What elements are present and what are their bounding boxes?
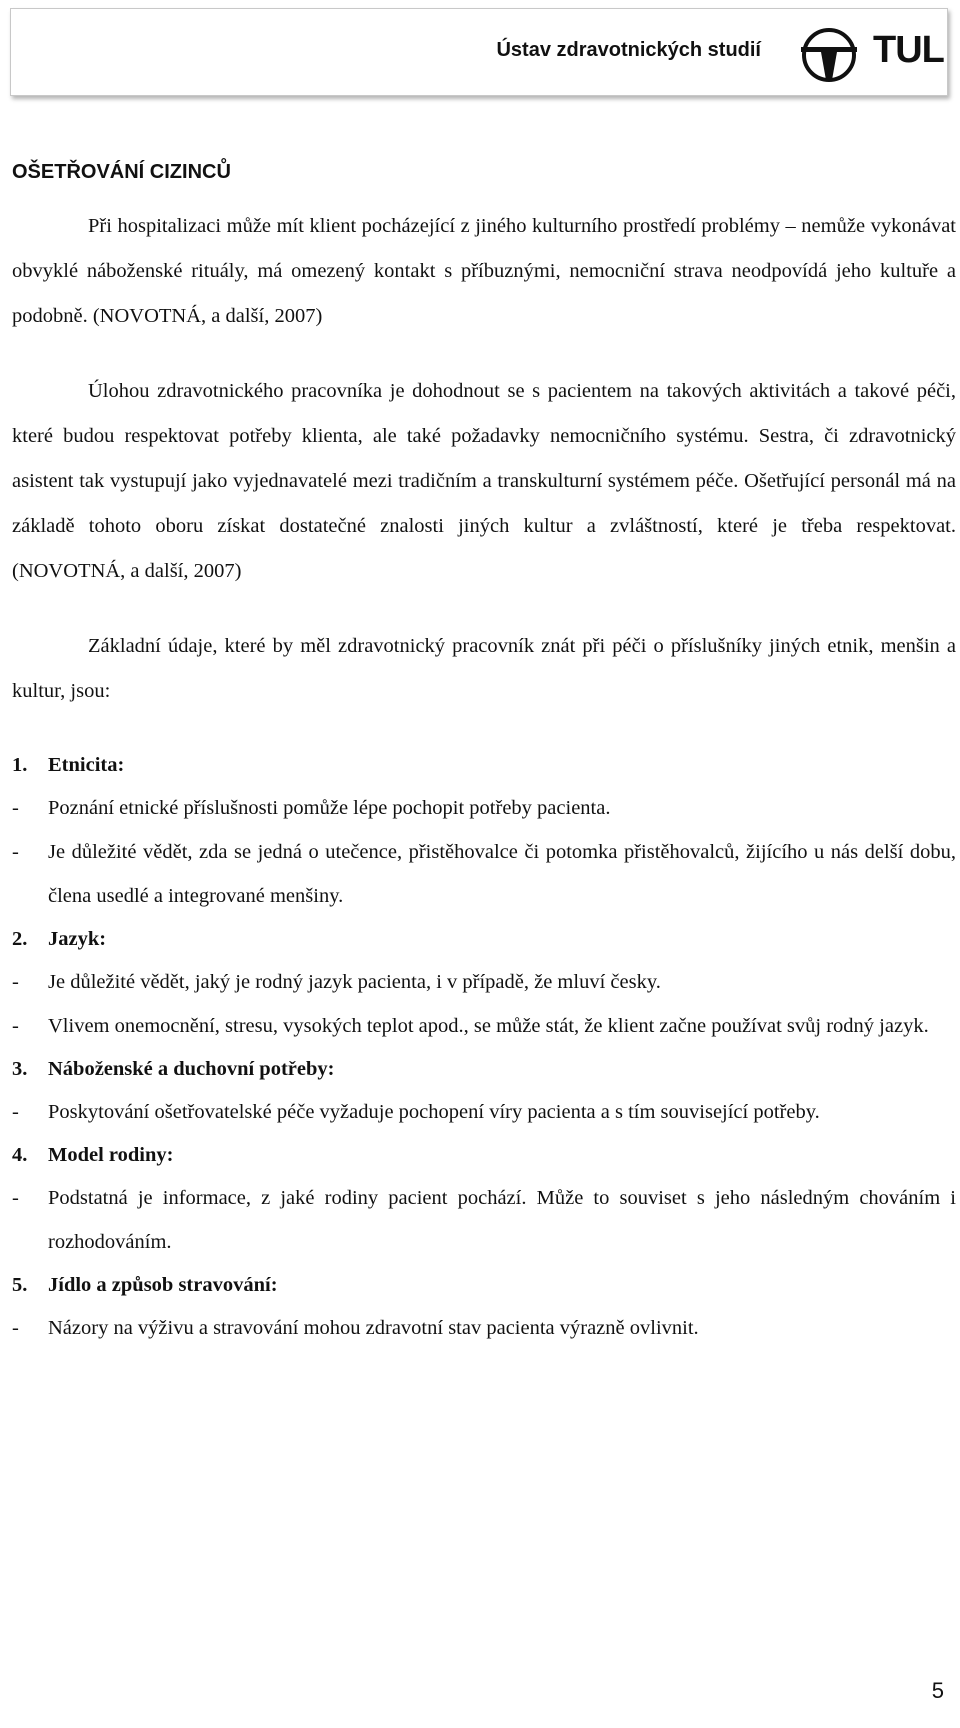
list-section-number: 1. <box>12 754 28 776</box>
list-section-title: Etnicita: <box>48 754 125 776</box>
bullet-dash: - <box>12 1015 19 1037</box>
header-logo-text: TUL <box>873 29 944 71</box>
list-section-heading <box>12 1134 956 1176</box>
list-section-heading <box>12 1264 956 1306</box>
list-item-text: Názory na výživu a stravování mohou zdravotní stav pacienta výrazně ovlivnit. <box>48 1317 699 1339</box>
paragraph: Úlohou zdravotnického pracovníka je dohodnout se s pacientem na takových aktivitách a takové péči, které budou respektovat potřeby klienta, ale také požadavky nemocničního systému. Sestra, či zdravotnický asistent tak vystupují jako vyjednavatelé mezi tradičním a transkulturní systémem péče. Ošetřující personál má na základě tohoto oboru získat dostatečné znalosti jiných kultur a zvláštností, které je třeba respektovat. (NOVOTNÁ, a další, 2007) <box>12 380 956 582</box>
university-logo-icon <box>799 25 859 85</box>
list-item-text: Poskytování ošetřovatelské péče vyžaduje pochopení víry pacienta a s tím související potřeby. <box>48 1101 820 1123</box>
list-item-text: Poznání etnické příslušnosti pomůže lépe pochopit potřeby pacienta. <box>48 797 611 819</box>
list-section-title: Jazyk: <box>48 928 107 950</box>
list-section-heading <box>12 744 956 786</box>
list-section-title: Model rodiny: <box>48 1144 174 1166</box>
list-item <box>12 1176 956 1264</box>
bullet-dash: - <box>12 1101 19 1123</box>
list-section-heading <box>12 918 956 960</box>
list-item <box>12 830 956 918</box>
list-section-number: 5. <box>12 1274 28 1296</box>
bullet-dash: - <box>12 797 19 819</box>
page-header <box>10 8 948 96</box>
document-body <box>12 152 956 1350</box>
section-heading: OŠETŘOVÁNÍ CIZINCŮ <box>12 161 231 183</box>
paragraph: Při hospitalizaci může mít klient pocházející z jiného kulturního prostředí problémy – nemůže vykonávat obvyklé náboženské rituály, má omezený kontakt s příbuznými, nemocniční strava neodpovídá jeho kultuře a podobně. (NOVOTNÁ, a další, 2007) <box>12 215 956 327</box>
list-section-number: 3. <box>12 1058 28 1080</box>
list-section-number: 4. <box>12 1144 28 1166</box>
bullet-dash: - <box>12 1317 19 1339</box>
list-item <box>12 960 956 1004</box>
paragraph: Základní údaje, které by měl zdravotnický pracovník znát při péči o příslušníky jiných etnik, menšin a kultur, jsou: <box>12 635 956 702</box>
list-item-text: Podstatná je informace, z jaké rodiny pacient pochází. Může to souviset s jeho následným chováním i rozhodováním. <box>48 1187 956 1253</box>
list-sections <box>12 744 956 1350</box>
bullet-dash: - <box>12 841 19 863</box>
list-section-title: Jídlo a způsob stravování: <box>48 1274 278 1296</box>
list-item-text: Vlivem onemocnění, stresu, vysokých teplot apod., se může stát, že klient začne používat svůj rodný jazyk. <box>48 1015 929 1037</box>
list-item <box>12 786 956 830</box>
list-section-number: 2. <box>12 928 28 950</box>
list-section-heading <box>12 1048 956 1090</box>
header-institute-name: Ústav zdravotnických studií <box>496 39 761 61</box>
bullet-dash: - <box>12 971 19 993</box>
bullet-dash: - <box>12 1187 19 1209</box>
list-item <box>12 1004 956 1048</box>
list-section-title: Náboženské a duchovní potřeby: <box>48 1058 335 1080</box>
list-item <box>12 1090 956 1134</box>
list-item <box>12 1306 956 1350</box>
list-item-text: Je důležité vědět, jaký je rodný jazyk pacienta, i v případě, že mluví česky. <box>48 971 661 993</box>
list-item-text: Je důležité vědět, zda se jedná o utečence, přistěhovalce či potomka přistěhovalců, žijícího u nás delší dobu, člena usedlé a integrované menšiny. <box>48 841 956 907</box>
page-number: 5 <box>931 1678 944 1703</box>
